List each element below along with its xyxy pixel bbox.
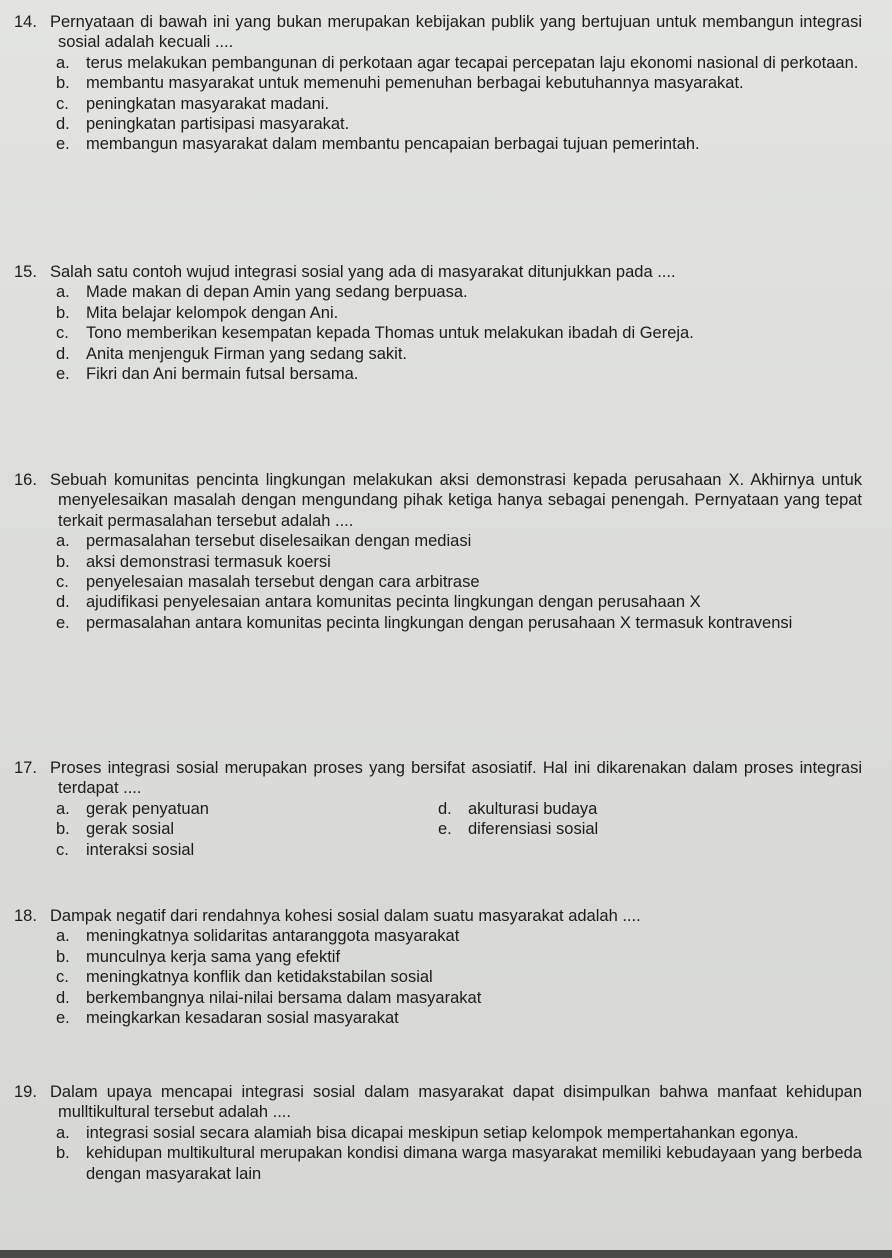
option-letter: a. — [56, 927, 70, 946]
option-text: diferensiasi sosial — [468, 820, 599, 839]
option-text: integrasi sosial secara alamiah bisa dicapai meskipun setiap kelompok mempertahankan egonya. — [86, 1123, 799, 1142]
option-c[interactable] — [14, 572, 862, 592]
option-text: interaksi sosial — [86, 840, 195, 859]
question-stem — [14, 12, 862, 53]
question-text: Dampak negatif dari rendahnya kohesi sosial dalam suatu masyarakat adalah .... — [50, 907, 641, 925]
question-16 — [14, 470, 862, 633]
option-letter: d. — [56, 988, 70, 1007]
option-e[interactable] — [14, 134, 862, 154]
option-text: meingkarkan kesadaran sosial masyarakat — [86, 1009, 399, 1028]
option-letter: d. — [438, 799, 452, 818]
option-text: ajudifikasi penyelesaian antara komunitas pecinta lingkungan dengan perusahaan X — [86, 593, 701, 612]
option-letter: a. — [56, 1123, 70, 1142]
question-19 — [14, 1082, 862, 1184]
option-b[interactable] — [14, 819, 410, 839]
option-letter: c. — [56, 94, 69, 113]
question-text: Pernyataan di bawah ini yang bukan merupakan kebijakan publik yang bertujuan untuk membangun integrasi sosial adalah kecuali .... — [50, 13, 862, 52]
option-a[interactable] — [14, 799, 410, 819]
option-text: munculnya kerja sama yang efektif — [86, 947, 341, 966]
option-letter: d. — [56, 593, 70, 612]
option-text: membangun masyarakat dalam membantu pencapaian berbagai tujuan pemerintah. — [86, 135, 700, 154]
option-d[interactable] — [14, 114, 862, 134]
option-b[interactable] — [14, 73, 862, 93]
question-14 — [14, 12, 862, 155]
option-text: membantu masyarakat untuk memenuhi pemenuhan berbagai kebutuhannya masyarakat. — [86, 74, 744, 93]
option-text: peningkatan masyarakat madani. — [86, 94, 330, 113]
option-letter: b. — [56, 303, 70, 322]
option-d[interactable] — [410, 799, 862, 819]
option-text: penyelesaian masalah tersebut dengan cara arbitrase — [86, 573, 480, 592]
option-d[interactable] — [14, 592, 862, 612]
option-letter: a. — [56, 283, 70, 302]
question-stem — [14, 1082, 862, 1123]
option-text: meningkatnya solidaritas antaranggota masyarakat — [86, 927, 460, 946]
option-letter: c. — [56, 324, 69, 343]
option-a[interactable] — [14, 1123, 862, 1143]
option-text: meningkatnya konflik dan ketidakstabilan sosial — [86, 968, 433, 987]
option-d[interactable] — [14, 988, 862, 1008]
option-text: Anita menjenguk Firman yang sedang sakit. — [86, 344, 408, 363]
option-text: Mita belajar kelompok dengan Ani. — [86, 303, 339, 322]
question-stem — [14, 906, 862, 926]
question-number: 17. — [14, 759, 37, 777]
option-a[interactable] — [14, 531, 862, 551]
question-stem — [14, 470, 862, 531]
option-text: permasalahan tersebut diselesaikan dengan mediasi — [86, 532, 472, 551]
option-e[interactable] — [14, 1008, 862, 1028]
option-c[interactable] — [14, 94, 862, 114]
option-e[interactable] — [14, 364, 862, 384]
option-a[interactable] — [14, 53, 862, 73]
option-letter: a. — [56, 53, 70, 72]
option-list — [14, 53, 862, 155]
option-list — [14, 282, 862, 384]
question-number: 14. — [14, 13, 37, 31]
option-b[interactable] — [14, 303, 862, 323]
option-d[interactable] — [14, 344, 862, 364]
question-text: Proses integrasi sosial merupakan proses yang bersifat asosiatif. Hal ini dikarenakan dalam proses integrasi terdapat .... — [50, 759, 862, 798]
option-b[interactable] — [14, 552, 862, 572]
option-letter: b. — [56, 1144, 70, 1163]
option-list — [14, 1123, 862, 1184]
option-letter: b. — [56, 552, 70, 571]
option-letter: c. — [56, 840, 69, 859]
option-letter: a. — [56, 799, 70, 818]
option-letter: c. — [56, 573, 69, 592]
option-text: akulturasi budaya — [468, 799, 598, 818]
option-letter: b. — [56, 947, 70, 966]
option-c[interactable] — [14, 967, 862, 987]
option-b[interactable] — [14, 947, 862, 967]
option-text: Tono memberikan kesempatan kepada Thomas untuk melakukan ibadah di Gereja. — [86, 324, 694, 343]
option-list — [14, 926, 862, 1028]
option-letter: e. — [56, 1009, 70, 1028]
option-text: berkembangnya nilai-nilai bersama dalam masyarakat — [86, 988, 482, 1007]
option-letter: e. — [56, 613, 70, 632]
option-text: kehidupan multikultural merupakan kondisi dimana warga masyarakat memiliki kebudayaan yang berbeda dengan masyarakat lain — [86, 1144, 862, 1183]
option-text: Made makan di depan Amin yang sedang berpuasa. — [86, 283, 468, 302]
option-letter: b. — [56, 820, 70, 839]
option-text: gerak penyatuan — [86, 799, 209, 818]
option-e[interactable] — [410, 819, 862, 839]
option-text: aksi demonstrasi termasuk koersi — [86, 552, 331, 571]
option-b[interactable] — [14, 1143, 862, 1184]
option-text: permasalahan antara komunitas pecinta lingkungan dengan perusahaan X termasuk kontravensi — [86, 613, 793, 632]
question-text: Dalam upaya mencapai integrasi sosial dalam masyarakat dapat disimpulkan bahwa manfaat kehidupan mulltikultural tersebut adalah .... — [50, 1083, 862, 1122]
page-bottom-edge — [0, 1250, 892, 1258]
option-c[interactable] — [14, 840, 410, 860]
question-number: 18. — [14, 907, 37, 925]
option-grid — [14, 799, 862, 860]
option-letter: e. — [438, 820, 452, 839]
option-text: terus melakukan pembangunan di perkotaan agar tecapai percepatan laju ekonomi nasional di perkotaan. — [86, 53, 859, 72]
option-letter: e. — [56, 135, 70, 154]
question-text: Salah satu contoh wujud integrasi sosial yang ada di masyarakat ditunjukkan pada .... — [50, 263, 676, 281]
question-number: 15. — [14, 263, 37, 281]
question-17 — [14, 758, 862, 860]
option-letter: a. — [56, 532, 70, 551]
question-18 — [14, 906, 862, 1028]
question-15 — [14, 262, 862, 384]
question-stem — [14, 262, 862, 282]
option-letter: d. — [56, 344, 70, 363]
option-e[interactable] — [14, 613, 862, 633]
option-a[interactable] — [14, 926, 862, 946]
option-c[interactable] — [14, 323, 862, 343]
option-list — [14, 531, 862, 633]
question-number: 16. — [14, 471, 37, 489]
option-letter: c. — [56, 968, 69, 987]
option-text: gerak sosial — [86, 820, 175, 839]
option-text: peningkatan partisipasi masyarakat. — [86, 115, 350, 134]
question-stem — [14, 758, 862, 799]
option-a[interactable] — [14, 282, 862, 302]
question-text: Sebuah komunitas pencinta lingkungan melakukan aksi demonstrasi kepada perusahaan X. Akhirnya untuk menyelesaikan masalah dengan mengundang pihak ketiga hanya sebagai penengah. Pernyataan yang tepat terkait permasalahan tersebut adalah .... — [50, 471, 862, 530]
option-letter: d. — [56, 115, 70, 134]
question-number: 19. — [14, 1083, 37, 1101]
option-letter: e. — [56, 365, 70, 384]
option-text: Fikri dan Ani bermain futsal bersama. — [86, 365, 359, 384]
option-letter: b. — [56, 74, 70, 93]
